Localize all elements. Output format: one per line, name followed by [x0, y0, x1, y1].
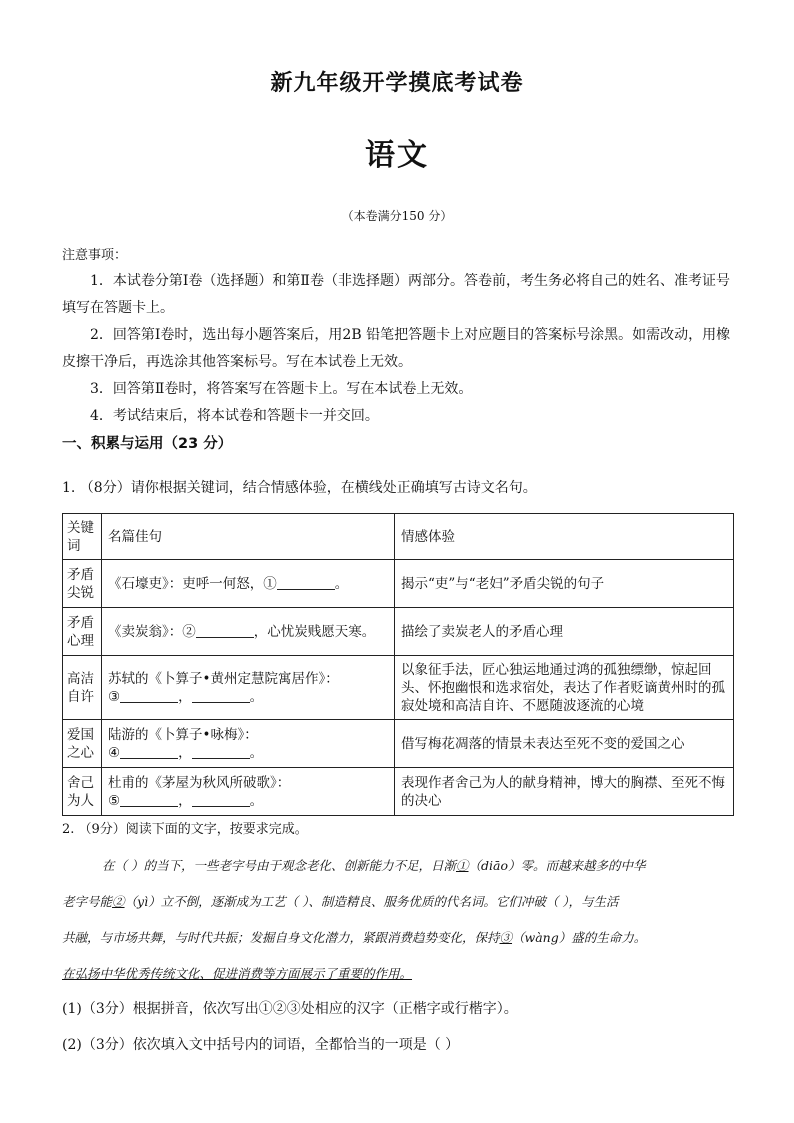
answer-blank[interactable] — [192, 744, 250, 759]
row-sentence — [102, 608, 395, 656]
sentence-text: ③ — [108, 688, 121, 705]
row-feeling: 描绘了卖炭老人的矛盾心理 — [395, 608, 734, 656]
answer-blank[interactable] — [192, 792, 250, 807]
sentence-text: 《卖炭翁》：② — [108, 623, 196, 640]
answer-blank[interactable] — [120, 792, 178, 807]
sentence-source: 杜甫的《茅屋为秋风所破歌》： — [108, 774, 291, 791]
note-item-2: 2．回答第Ⅰ卷时，选出每小题答案后，用2B 铅笔把答题卡上对应题目的答案标号涂黑。如需改动，用橡皮擦干净后，再选涂其他答案标号。写在本试卷上无效。 — [62, 327, 731, 370]
sentence-text: 。 — [249, 688, 264, 705]
table-row — [63, 720, 734, 768]
sentence-text: ， — [178, 688, 192, 705]
answer-blank[interactable] — [120, 688, 178, 703]
score-note: （本卷满分150 分） — [341, 209, 453, 223]
question-2-prompt: 2. （9分）阅读下面的文字，按要求完成。 — [62, 822, 308, 837]
row-sentence — [102, 656, 395, 720]
row-keyword: 舍己为人 — [63, 768, 102, 816]
row-keyword: 矛盾尖锐 — [63, 560, 102, 608]
note-item-3: 3．回答第Ⅱ卷时，将答案写在答题卡上。写在本试卷上无效。 — [90, 381, 473, 397]
answer-blank[interactable] — [196, 623, 254, 638]
note-item-4: 4．考试结束后，将本试卷和答题卡一并交回。 — [90, 408, 379, 424]
section-heading: 一、积累与运用（23 分） — [62, 436, 233, 452]
passage-text: （diāo）零。而越来越多的中华 — [468, 858, 646, 873]
table-row — [63, 608, 734, 656]
passage-line — [62, 884, 738, 920]
answer-blank[interactable] — [192, 688, 250, 703]
table-row — [63, 560, 734, 608]
passage-line: 在弘扬中华优秀传统文化、促进消费等方面展示了重要的作用。 — [62, 966, 413, 981]
sentence-text: ④ — [108, 744, 121, 761]
question-1-prompt: 1. （8分）请你根据关键词，结合情感体验，在横线处正确填写古诗文名句。 — [62, 480, 537, 496]
passage-text: （wàng）盛的生命力。 — [512, 930, 647, 945]
header-sentence: 名篇佳句 — [102, 514, 395, 560]
passage-text: 在（ ）的当下，一些老字号由于观念老化、创新能力不足，日渐 — [102, 858, 456, 873]
sentence-source: 苏轼的《卜算子•黄州定慧院寓居作》： — [108, 670, 339, 687]
table-row — [63, 656, 734, 720]
doc-title: 新九年级开学摸底考试卷 — [270, 71, 524, 96]
sentence-text: 《石壕吏》：吏呼一何怒，① — [108, 575, 277, 592]
row-feeling: 以象征手法，匠心独运地通过鸿的孤独缥缈，惊起回头、怀抱幽恨和选求宿处，表达了作者贬谪黄州时的孤寂处境和高洁自许、不愿随波逐流的心境 — [395, 656, 734, 720]
sentence-text: ⑤ — [108, 792, 121, 809]
header-keyword: 关键词 — [63, 514, 102, 560]
table-header-row — [63, 514, 734, 560]
passage-text: 共融，与市场共舞，与时代共振；发掘自身文化潜力，紧跟消费趋势变化，保持 — [62, 930, 500, 945]
sentence-text: ， — [178, 792, 192, 809]
note-item-1: 1．本试卷分第Ⅰ卷（选择题）和第Ⅱ卷（非选择题）两部分。答卷前，考生务必将自己的姓名、准考证号填写在答题卡上。 — [62, 273, 730, 316]
passage-blank-3[interactable]: ③ — [499, 930, 513, 945]
row-feeling: 揭示“吏”与“老妇”矛盾尖锐的句子 — [395, 560, 734, 608]
notes-heading: 注意事项： — [62, 248, 128, 263]
passage-line — [62, 848, 738, 884]
row-feeling: 表现作者舍己为人的献身精神，博大的胸襟、至死不悔的决心 — [395, 768, 734, 816]
sub-question-1: (1)（3分）根据拼音，依次写出①②③处相应的汉字（正楷字或行楷字）。 — [62, 1001, 518, 1017]
poem-table — [62, 513, 734, 816]
passage-text: 老字号能 — [62, 894, 113, 909]
passage-line — [62, 920, 738, 956]
row-sentence — [102, 768, 395, 816]
passage-text: （yì）立不倒，逐渐成为工艺（ ）、制造精良、服务优质的代名词。它们冲破（ ），与生活 — [124, 894, 619, 909]
row-sentence — [102, 720, 395, 768]
notes-block — [62, 244, 732, 430]
sentence-text: 。 — [249, 792, 264, 809]
header-feeling: 情感体验 — [395, 514, 734, 560]
row-keyword: 矛盾心理 — [63, 608, 102, 656]
row-keyword: 高洁自许 — [63, 656, 102, 720]
sentence-text: 。 — [249, 744, 264, 761]
subject-title: 语文 — [365, 138, 429, 173]
sentence-source: 陆游的《卜算子•咏梅》： — [108, 726, 258, 743]
row-keyword: 爱国之心 — [63, 720, 102, 768]
sentence-text: 。 — [334, 575, 349, 592]
answer-blank[interactable] — [120, 744, 178, 759]
passage-blank-2[interactable]: ② — [112, 894, 125, 909]
sentence-text: ，心忧炭贱愿天寒。 — [253, 623, 376, 640]
answer-blank[interactable] — [277, 575, 335, 590]
sub-question-2: (2)（3分）依次填入文中括号内的词语，全都恰当的一项是（ ） — [62, 1037, 460, 1053]
row-sentence — [102, 560, 395, 608]
reading-passage — [62, 848, 738, 992]
table-row — [63, 768, 734, 816]
row-feeling: 借写梅花凋落的情景未表达至死不变的爱国之心 — [395, 720, 734, 768]
passage-blank-1[interactable]: ① — [455, 858, 469, 873]
sentence-text: ， — [178, 744, 192, 761]
